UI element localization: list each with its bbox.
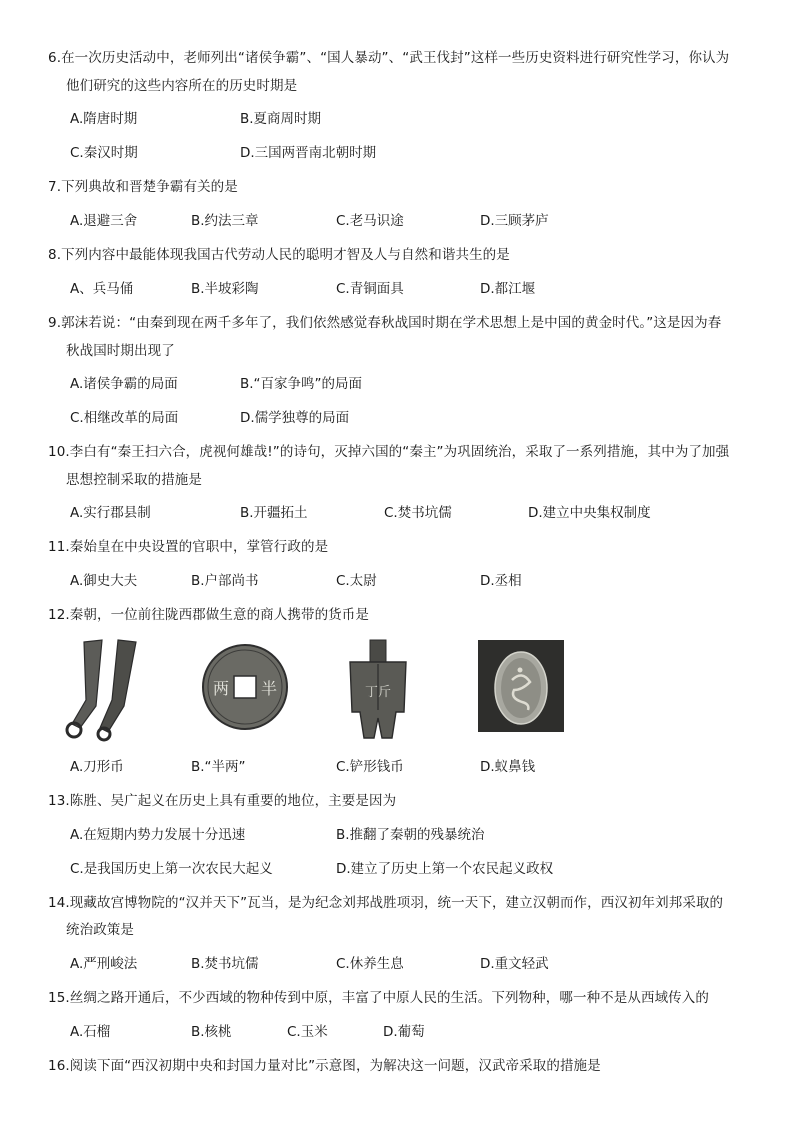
question-15-option-d[interactable]: D.葡萄 <box>383 1024 425 1040</box>
question-8-option-d[interactable]: D.都江堰 <box>480 281 536 297</box>
question-14-option-c[interactable]: C.休养生息 <box>336 956 404 972</box>
question-15-line-1: 15.丝绸之路开通后，不少西域的物种传到中原，丰富了中原人民的生活。下列物种，哪一种不是从西域传入的 <box>48 990 709 1006</box>
question-12-line-1: 12.秦朝，一位前往陇西郡做生意的商人携带的货币是 <box>48 607 369 623</box>
question-9-option-c[interactable]: C.相继改革的局面 <box>70 410 179 426</box>
question-13-option-a[interactable]: A.在短期内势力发展十分迅速 <box>70 827 246 843</box>
question-7-option-b[interactable]: B.约法三章 <box>191 213 259 229</box>
question-6-option-c[interactable]: C.秦汉时期 <box>70 145 138 161</box>
question-14-line-2: 统治政策是 <box>66 922 134 938</box>
question-8-option-c[interactable]: C.青铜面具 <box>336 281 404 297</box>
question-12-option-b[interactable]: B.“半两” <box>191 759 246 775</box>
question-12-option-a[interactable]: A.刀形币 <box>70 759 124 775</box>
question-14-line-1: 14.现藏故宫博物院的“汉并天下”瓦当，是为纪念刘邦战胜项羽，统一天下，建立汉朝而作，西汉初年刘邦采取的 <box>48 895 724 911</box>
question-15-option-c[interactable]: C.玉米 <box>287 1024 328 1040</box>
question-13-option-d[interactable]: D.建立了历史上第一个农民起义政权 <box>336 861 554 877</box>
banliang-coin-left-glyph: 两 <box>212 679 230 698</box>
banliang-coin-image <box>200 642 290 732</box>
question-15-option-b[interactable]: B.核桃 <box>191 1024 232 1040</box>
question-12-option-d[interactable]: D.蚁鼻钱 <box>480 759 536 775</box>
question-14-option-a[interactable]: A.严刑峻法 <box>70 956 138 972</box>
question-10-option-b[interactable]: B.开疆拓土 <box>240 505 308 521</box>
question-9-line-2: 秋战国时期出现了 <box>66 343 175 359</box>
question-9-option-a[interactable]: A.诸侯争霸的局面 <box>70 376 178 392</box>
question-9-option-d[interactable]: D.儒学独尊的局面 <box>240 410 350 426</box>
question-11-option-d[interactable]: D.丞相 <box>480 573 522 589</box>
question-12-option-c[interactable]: C.铲形钱币 <box>336 759 404 775</box>
question-10-line-1: 10.李白有“秦王扫六合，虎视何雄哉!”的诗句，灭掉六国的“秦主”为巩固统治，采取了一系列措施，其中为了加强 <box>48 444 730 460</box>
question-10-option-a[interactable]: A.实行郡县制 <box>70 505 151 521</box>
question-6-option-d[interactable]: D.三国两晋南北朝时期 <box>240 145 377 161</box>
spade-coin-image <box>340 638 416 742</box>
question-8-line-1: 8.下列内容中最能体现我国古代劳动人民的聪明才智及人与自然和谐共生的是 <box>48 247 510 263</box>
question-11-line-1: 11.秦始皇在中央设置的官职中，掌管行政的是 <box>48 539 329 555</box>
knife-coin-image <box>62 636 146 742</box>
question-9-option-b[interactable]: B.“百家争鸣”的局面 <box>240 376 363 392</box>
question-14-option-b[interactable]: B.焚书坑儒 <box>191 956 259 972</box>
question-11-option-a[interactable]: A.御史大夫 <box>70 573 138 589</box>
question-11-option-b[interactable]: B.户部尚书 <box>191 573 259 589</box>
question-8-option-a[interactable]: A、兵马俑 <box>70 281 134 297</box>
spade-coin-glyph: 丁斤 <box>364 685 392 700</box>
question-6-line-2: 他们研究的这些内容所在的历史时期是 <box>66 78 298 94</box>
question-10-line-2: 思想控制采取的措施是 <box>66 472 202 488</box>
question-8-option-b[interactable]: B.半坡彩陶 <box>191 281 259 297</box>
question-7-option-d[interactable]: D.三顾茅庐 <box>480 213 549 229</box>
question-10-option-c[interactable]: C.焚书坑儒 <box>384 505 452 521</box>
question-13-option-c[interactable]: C.是我国历史上第一次农民大起义 <box>70 861 273 877</box>
question-6-option-b[interactable]: B.夏商周时期 <box>240 111 322 127</box>
question-11-option-c[interactable]: C.太尉 <box>336 573 377 589</box>
question-13-line-1: 13.陈胜、吴广起义在历史上具有重要的地位，主要是因为 <box>48 793 397 809</box>
question-6-option-a[interactable]: A.隋唐时期 <box>70 111 138 127</box>
question-7-option-a[interactable]: A.退避三舍 <box>70 213 138 229</box>
question-6-line-1: 6.在一次历史活动中，老师列出“诸侯争霸”、“国人暴动”、“武王伐封”这样一些历史资料进行研究性学习，你认为 <box>48 50 730 66</box>
question-14-option-d[interactable]: D.重文轻武 <box>480 956 549 972</box>
banliang-coin-right-glyph: 半 <box>260 679 278 698</box>
question-16-line-1: 16.阅读下面“西汉初期中央和封国力量对比”示意图，为解决这一问题，汉武帝采取的措施是 <box>48 1058 601 1074</box>
question-9-line-1: 9.郭沫若说：“由秦到现在两千多年了，我们依然感觉春秋战国时期在学术思想上是中国的黄金时代。”这是因为春 <box>48 315 722 331</box>
question-7-line-1: 7.下列典故和晋楚争霸有关的是 <box>48 179 238 195</box>
ant-nose-coin-image <box>478 640 564 732</box>
question-15-option-a[interactable]: A.石榴 <box>70 1024 111 1040</box>
question-10-option-d[interactable]: D.建立中央集权制度 <box>528 505 651 521</box>
question-7-option-c[interactable]: C.老马识途 <box>336 213 404 229</box>
question-13-option-b[interactable]: B.推翻了秦朝的残暴统治 <box>336 827 485 843</box>
